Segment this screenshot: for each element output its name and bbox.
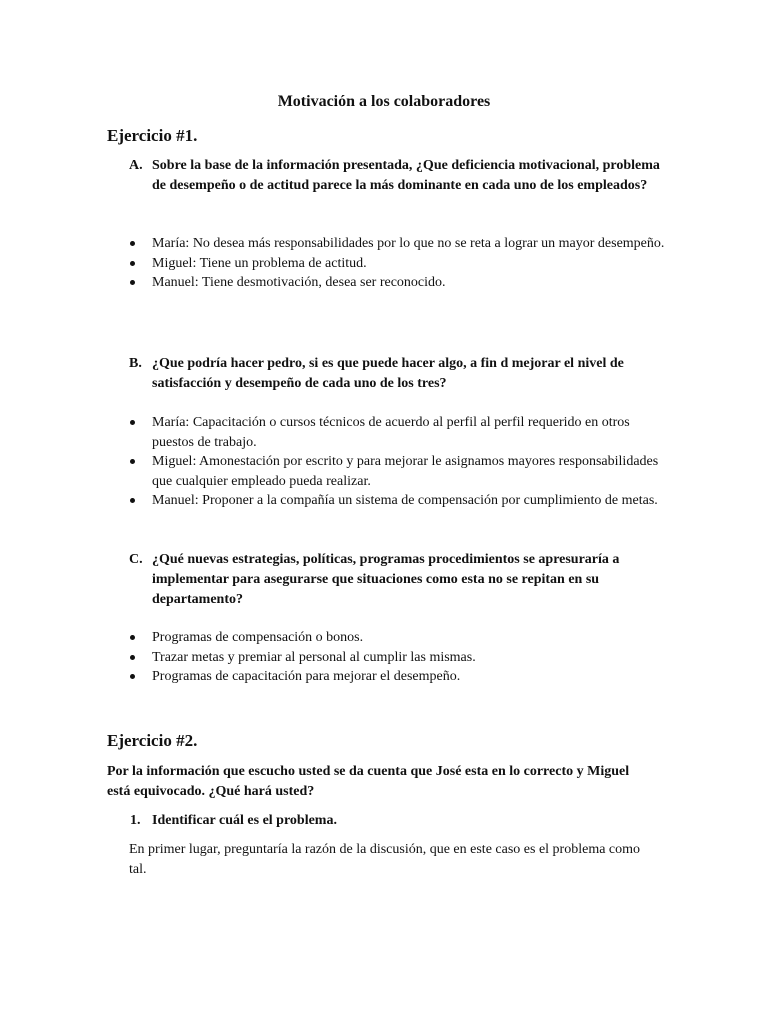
question-b-answers	[129, 413, 669, 511]
bullet-icon	[130, 635, 135, 640]
question-c-answers	[129, 628, 669, 687]
bullet-icon	[130, 498, 135, 503]
step-number: 1.	[130, 813, 141, 828]
answer-text: María: Capacitación o cursos técnicos de acuerdo al perfil al perfil requerido en otros puestos de trabajo.	[152, 415, 630, 450]
answer-text: Manuel: Tiene desmotivación, desea ser reconocido.	[152, 275, 446, 290]
answer-text: María: No desea más responsabilidades por lo que no se reta a lograr un mayor desempeño.	[152, 236, 665, 251]
bullet-icon	[130, 280, 135, 285]
answer-text: Miguel: Amonestación por escrito y para mejorar le asignamos mayores responsabilidades que cualquier empleado pueda realizar.	[152, 454, 659, 489]
list-item	[129, 254, 669, 274]
list-item	[129, 413, 669, 452]
exercise-2-heading: Ejercicio #2.	[107, 731, 198, 750]
question-a	[129, 156, 669, 196]
document-title: Motivación a los colaboradores	[277, 93, 491, 110]
list-item	[129, 667, 669, 687]
question-c-letter: C.	[129, 552, 143, 567]
list-item	[129, 234, 669, 254]
exercise-1-heading: Ejercicio #1.	[107, 126, 198, 145]
question-b	[129, 354, 669, 394]
question-a-text: Sobre la base de la información presentada, ¿Que deficiencia motivacional, problema de desempeño o de actitud parece la más dominante en cada uno de los empleados?	[152, 158, 660, 193]
list-item	[129, 648, 669, 668]
step-title: Identificar cuál es el problema.	[152, 813, 337, 828]
answer-text: Miguel: Tiene un problema de actitud.	[152, 255, 367, 271]
bullet-icon	[130, 241, 135, 246]
bullet-icon	[130, 459, 135, 464]
list-item	[129, 273, 669, 293]
list-item	[129, 452, 669, 491]
bullet-icon	[130, 420, 135, 425]
bullet-icon	[130, 261, 135, 266]
list-item	[129, 491, 669, 511]
question-b-letter: B.	[129, 356, 142, 371]
question-b-text: ¿Que podría hacer pedro, si es que puede hacer algo, a fin d mejorar el nivel de satisfacción y desempeño de cada uno de los tres?	[152, 356, 624, 391]
bullet-icon	[130, 674, 135, 679]
bullet-icon	[130, 655, 135, 660]
answer-text: Manuel: Proponer a la compañía un sistema de compensación por cumplimiento de metas.	[152, 493, 658, 508]
answer-text: Programas de compensación o bonos.	[152, 630, 364, 645]
exercise-2-step-1-body: En primer lugar, preguntaría la razón de la discusión, que en este caso es el problema como tal.	[129, 842, 641, 877]
exercise-2-intro: Por la información que escucho usted se da cuenta que José esta en lo correcto y Miguel está equivocado. ¿Qué hará usted?	[107, 764, 630, 799]
list-item	[129, 628, 669, 648]
question-c	[129, 550, 669, 610]
answer-text: Trazar metas y premiar al personal al cumplir las mismas.	[152, 649, 476, 665]
answer-text: Programas de capacitación para mejorar el desempeño.	[152, 669, 461, 684]
question-a-letter: A.	[129, 158, 143, 173]
question-c-text: ¿Qué nuevas estrategias, políticas, programas procedimientos se apresuraría a implementar para asegurarse que situaciones como esta no se repitan en su departamento?	[152, 552, 620, 607]
exercise-2-step-1	[130, 811, 670, 831]
question-a-answers	[129, 234, 669, 293]
